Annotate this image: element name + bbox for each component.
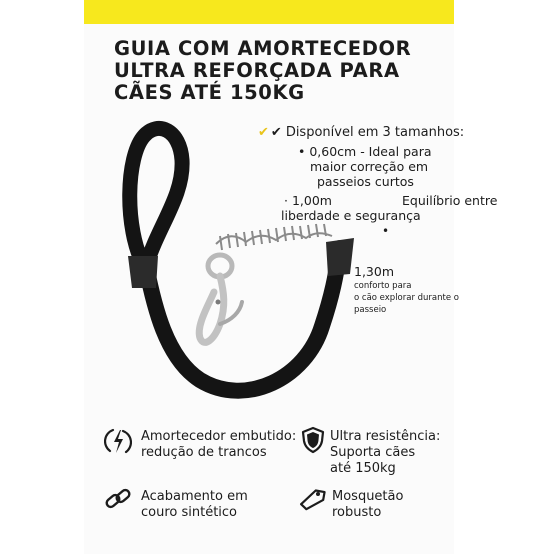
size-3-line-1: 1,30m — [354, 264, 395, 279]
feature-2-line-2: Suporta cães — [330, 445, 416, 460]
check-icon: ✔ — [270, 125, 282, 140]
feature-4-line-1: Mosquetão — [332, 489, 404, 504]
feature-ultra-resistance — [330, 429, 440, 477]
shock-absorber-icon — [104, 426, 132, 456]
size-3-line-3: o cão explorar durante o — [354, 293, 459, 303]
sizes-heading — [258, 125, 464, 140]
size-1-line-2: maior correção em — [310, 159, 429, 174]
feature-1-line-1: Amortecedor embutido: — [141, 429, 297, 444]
chain-link-icon — [104, 486, 132, 512]
feature-synthetic-leather — [141, 489, 248, 521]
feature-3-line-2: couro sintético — [141, 505, 238, 520]
product-title — [114, 38, 444, 104]
feature-snap-hook — [332, 489, 403, 521]
size-3-bullet: • — [382, 224, 390, 238]
size-2-line-2: liberdade e segurança — [281, 208, 421, 223]
title-line-2: ULTRA REFORÇADA PARA — [114, 59, 400, 82]
title-line-3: CÃES ATÉ 150KG — [114, 81, 305, 104]
size-1-line-3: passeios curtos — [317, 174, 414, 189]
feature-shock-absorber — [141, 429, 296, 461]
size-1-line-1: • 0,60cm - Ideal para — [298, 144, 432, 159]
feature-3-line-1: Acabamento em — [141, 489, 248, 504]
shield-icon — [300, 426, 326, 454]
size-3-line-4: passeio — [354, 305, 387, 315]
check-icon: ✔ — [258, 125, 269, 140]
sizes-heading-text: Disponível em 3 tamanhos: — [285, 125, 465, 140]
feature-2-line-3: até 150kg — [330, 461, 396, 476]
top-accent-bar — [84, 0, 454, 24]
feature-4-line-2: robusto — [332, 505, 382, 520]
size-3-line-2: conforto para — [354, 281, 412, 291]
feature-2-line-1: Ultra resistência: — [330, 429, 441, 444]
feature-1-line-2: redução de trancos — [141, 445, 267, 460]
size-2-line-1b: Equilíbrio entre — [402, 193, 498, 208]
size-2-line-1: · 1,00m — [284, 193, 332, 208]
spring-coil — [216, 224, 332, 250]
title-line-1: GUIA COM AMORTECEDOR — [114, 37, 412, 60]
tag-icon — [298, 486, 326, 512]
